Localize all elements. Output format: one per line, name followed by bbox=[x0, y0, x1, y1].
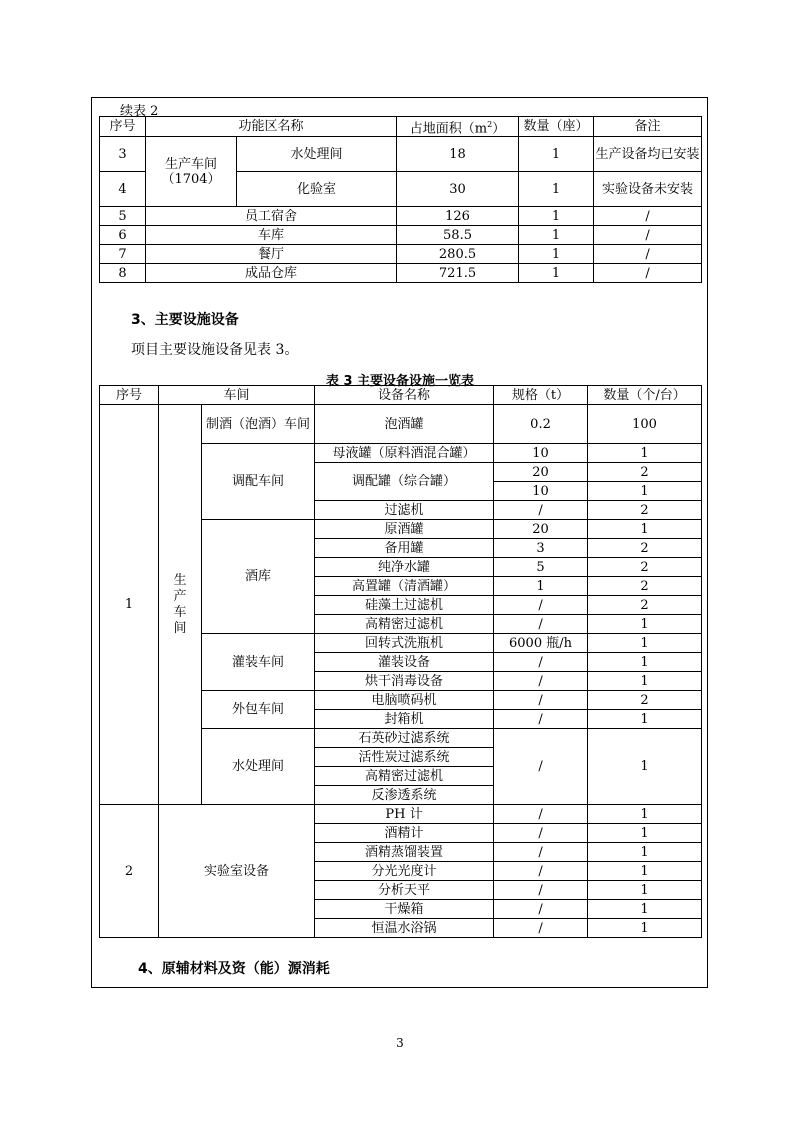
cell-spec: / bbox=[494, 862, 588, 881]
cell-qty: 1 bbox=[588, 634, 702, 653]
cell-note: / bbox=[594, 226, 702, 245]
table-row bbox=[100, 137, 702, 172]
header-cell: 序号 bbox=[100, 117, 146, 137]
cell-qty: 2 bbox=[588, 463, 702, 482]
cell-name: 餐厅 bbox=[146, 245, 397, 264]
cell-qty: 1 bbox=[588, 615, 702, 634]
equipment-table bbox=[99, 385, 702, 938]
cell-spec: / bbox=[494, 710, 588, 729]
header-cell: 设备名称 bbox=[315, 386, 494, 405]
cell-name: 活性炭过滤系统 bbox=[315, 748, 494, 767]
cell-spec: / bbox=[494, 596, 588, 615]
cell-name: 恒温水浴锅 bbox=[315, 919, 494, 938]
cell-qty: 1 bbox=[588, 824, 702, 843]
workshop-cell: 酒库 bbox=[202, 520, 315, 634]
cell-no: 6 bbox=[100, 226, 146, 245]
cell-name: 化验室 bbox=[237, 172, 397, 207]
cell-no: 3 bbox=[100, 137, 146, 172]
cell-qty: 1 bbox=[588, 843, 702, 862]
workshop-cell: 灌装车间 bbox=[202, 634, 315, 691]
cell-note: / bbox=[594, 207, 702, 226]
cell-spec: / bbox=[494, 919, 588, 938]
table-header-row bbox=[100, 117, 702, 137]
cell-spec: / bbox=[494, 501, 588, 520]
cell-area: 280.5 bbox=[397, 245, 519, 264]
cell-area: 58.5 bbox=[397, 226, 519, 245]
cell-spec: 1 bbox=[494, 577, 588, 596]
page-number: 3 bbox=[396, 1036, 404, 1050]
cell-name: 水处理间 bbox=[237, 137, 397, 172]
section-3-heading: 3、主要设施设备 bbox=[131, 312, 239, 328]
cell-name: 分光光度计 bbox=[315, 862, 494, 881]
cell-name: 干燥箱 bbox=[315, 900, 494, 919]
table-3-caption: 表 3 主要设备设施一览表 bbox=[325, 374, 475, 389]
cell-qty: 2 bbox=[588, 577, 702, 596]
cell-qty: 1 bbox=[588, 919, 702, 938]
cell-name: 石英砂过滤系统 bbox=[315, 729, 494, 748]
cell-name: 酒精蒸馏装置 bbox=[315, 843, 494, 862]
cell-qty: 1 bbox=[588, 710, 702, 729]
cell-qty: 2 bbox=[588, 501, 702, 520]
cell-qty: 1 bbox=[588, 672, 702, 691]
table-row bbox=[100, 226, 702, 245]
cell-no: 4 bbox=[100, 172, 146, 207]
cell-qty: 1 bbox=[588, 900, 702, 919]
table-row bbox=[100, 207, 702, 226]
group-name: 实验室设备 bbox=[159, 805, 315, 938]
cell-count: 1 bbox=[519, 172, 594, 207]
group-name: 生产车间 bbox=[164, 156, 217, 172]
cell-name: 烘干消毒设备 bbox=[315, 672, 494, 691]
cell-area: 126 bbox=[397, 207, 519, 226]
cell-area: 30 bbox=[397, 172, 519, 207]
continued-label: 续表 2 bbox=[120, 104, 159, 119]
cell-name: 过滤机 bbox=[315, 501, 494, 520]
cell-spec: / bbox=[494, 805, 588, 824]
cell-qty: 1 bbox=[588, 881, 702, 900]
section-3-text: 项目主要设施设备见表 3。 bbox=[131, 342, 299, 358]
header-cell: 车间 bbox=[159, 386, 315, 405]
cell-spec: 0.2 bbox=[494, 405, 588, 444]
cell-qty: 1 bbox=[588, 729, 702, 805]
cell-note: 实验设备未安装 bbox=[594, 172, 702, 207]
group-name-vertical bbox=[159, 405, 202, 805]
header-cell: 功能区名称 bbox=[146, 117, 397, 137]
cell-spec: / bbox=[494, 672, 588, 691]
table-row bbox=[100, 405, 702, 444]
table-row bbox=[100, 245, 702, 264]
cell-note: / bbox=[594, 245, 702, 264]
cell-spec: / bbox=[494, 691, 588, 710]
workshop-cell: 外包车间 bbox=[202, 691, 315, 729]
cell-qty: 1 bbox=[588, 805, 702, 824]
section-4-heading: 4、原辅材料及资（能）源消耗 bbox=[138, 961, 330, 977]
cell-qty: 1 bbox=[588, 444, 702, 463]
cell-qty: 2 bbox=[588, 539, 702, 558]
cell-name: 高精密过滤机 bbox=[315, 615, 494, 634]
header-cell: 规格（t） bbox=[494, 386, 588, 405]
cell-name: 封箱机 bbox=[315, 710, 494, 729]
cell-name: 成品仓库 bbox=[146, 264, 397, 283]
group-cell bbox=[146, 137, 237, 207]
cell-qty: 1 bbox=[588, 653, 702, 672]
cell-name: 反渗透系统 bbox=[315, 786, 494, 805]
table-header-row bbox=[100, 386, 702, 405]
cell-name: 酒精计 bbox=[315, 824, 494, 843]
cell-name: 高置罐（清酒罐） bbox=[315, 577, 494, 596]
cell-name: 硅藻土过滤机 bbox=[315, 596, 494, 615]
cell-name: 原酒罐 bbox=[315, 520, 494, 539]
cell-count: 1 bbox=[519, 264, 594, 283]
cell-count: 1 bbox=[519, 137, 594, 172]
header-cell: 数量（个/台） bbox=[588, 386, 702, 405]
group-name-char: 生 bbox=[173, 572, 187, 588]
cell-spec: / bbox=[494, 653, 588, 672]
cell-spec: / bbox=[494, 729, 588, 805]
cell-qty: 1 bbox=[588, 862, 702, 881]
cell-spec: 5 bbox=[494, 558, 588, 577]
cell-name: 车库 bbox=[146, 226, 397, 245]
cell-name: 调配罐（综合罐） bbox=[315, 463, 494, 501]
cell-spec: / bbox=[494, 881, 588, 900]
cell-spec: 20 bbox=[494, 463, 588, 482]
cell-name: 灌装设备 bbox=[315, 653, 494, 672]
cell-qty: 1 bbox=[588, 520, 702, 539]
group-no: 1 bbox=[100, 405, 159, 805]
cell-qty: 100 bbox=[588, 405, 702, 444]
cell-area: 721.5 bbox=[397, 264, 519, 283]
cell-name: 高精密过滤机 bbox=[315, 767, 494, 786]
group-name-char: 间 bbox=[173, 620, 187, 636]
header-cell: 备注 bbox=[594, 117, 702, 137]
cell-name: 备用罐 bbox=[315, 539, 494, 558]
group-code: （1704） bbox=[161, 171, 221, 187]
table-row bbox=[100, 805, 702, 824]
cell-qty: 1 bbox=[588, 482, 702, 501]
cell-note: / bbox=[594, 264, 702, 283]
group-name-char: 产 bbox=[173, 588, 187, 604]
cell-name: 泡酒罐 bbox=[315, 405, 494, 444]
cell-spec: 20 bbox=[494, 520, 588, 539]
table-row bbox=[100, 264, 702, 283]
cell-spec: / bbox=[494, 615, 588, 634]
cell-count: 1 bbox=[519, 245, 594, 264]
functional-area-table bbox=[99, 116, 702, 283]
group-no: 2 bbox=[100, 805, 159, 938]
cell-name: 纯净水罐 bbox=[315, 558, 494, 577]
cell-name: PH 计 bbox=[315, 805, 494, 824]
header-cell: 占地面积$(m^2)$ bbox=[397, 117, 519, 137]
cell-no: 8 bbox=[100, 264, 146, 283]
cell-qty: 2 bbox=[588, 596, 702, 615]
cell-spec: / bbox=[494, 900, 588, 919]
cell-note: 生产设备均已安装 bbox=[594, 137, 702, 172]
workshop-cell: 水处理间 bbox=[202, 729, 315, 805]
cell-name: 母液罐（原料酒混合罐） bbox=[315, 444, 494, 463]
cell-qty: 2 bbox=[588, 558, 702, 577]
cell-name: 电脑喷码机 bbox=[315, 691, 494, 710]
cell-spec: / bbox=[494, 843, 588, 862]
cell-name: 分析天平 bbox=[315, 881, 494, 900]
cell-name: 回转式洗瓶机 bbox=[315, 634, 494, 653]
cell-count: 1 bbox=[519, 207, 594, 226]
cell-no: 5 bbox=[100, 207, 146, 226]
cell-spec: / bbox=[494, 824, 588, 843]
cell-spec: 10 bbox=[494, 444, 588, 463]
workshop-cell: 制酒（泡酒）车间 bbox=[202, 405, 315, 444]
cell-spec: 3 bbox=[494, 539, 588, 558]
cell-name: 员工宿舍 bbox=[146, 207, 397, 226]
cell-count: 1 bbox=[519, 226, 594, 245]
cell-spec: 6000 瓶/h bbox=[494, 634, 588, 653]
group-name-char: 车 bbox=[173, 604, 187, 620]
cell-area: 18 bbox=[397, 137, 519, 172]
workshop-cell: 调配车间 bbox=[202, 444, 315, 520]
cell-no: 7 bbox=[100, 245, 146, 264]
header-cell: 数量（座） bbox=[519, 117, 594, 137]
header-cell: 序号 bbox=[100, 386, 159, 405]
cell-spec: 10 bbox=[494, 482, 588, 501]
cell-qty: 2 bbox=[588, 691, 702, 710]
